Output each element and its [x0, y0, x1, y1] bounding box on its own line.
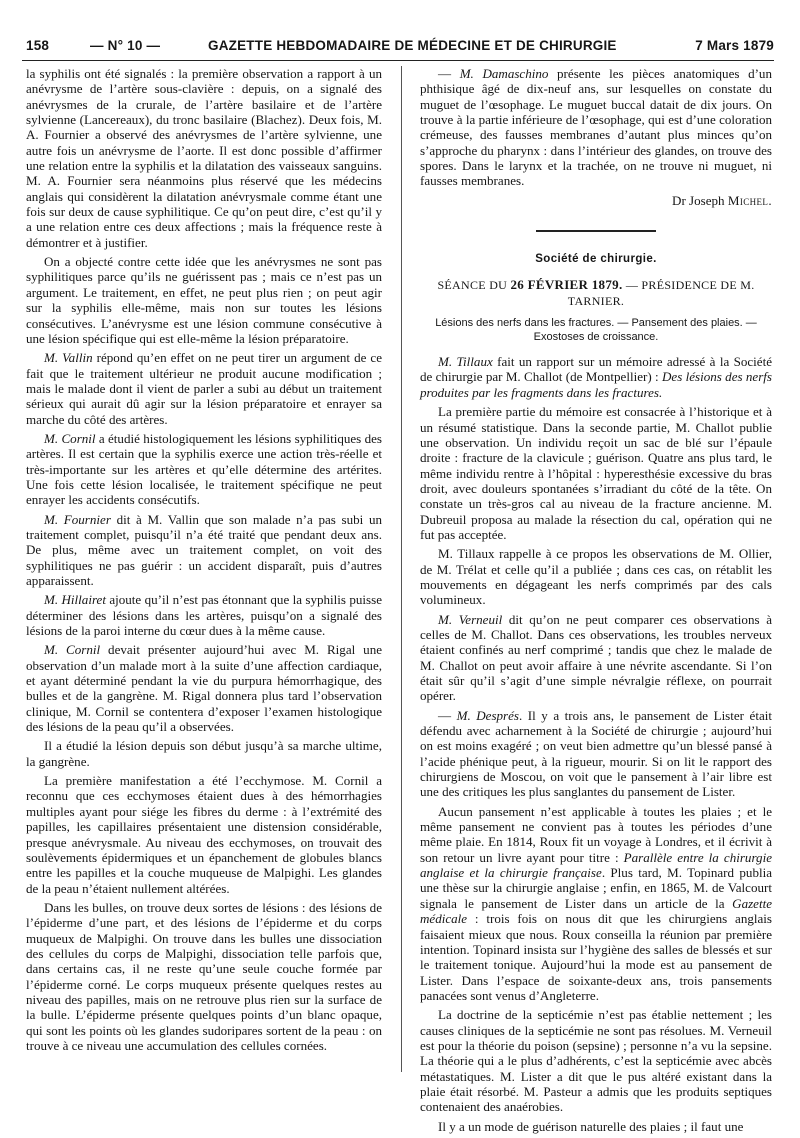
speaker-name: M. Tillaux — [438, 354, 493, 370]
paragraph-text: la syphilis ont été signalés : la première observation a rapport à un anévrysme de l’artère sous-clavière : depuis, on a signalé des anévrysmes de la crurale, de l’artère basilaire et de l’artère sylvienne (Lancereaux), du tronc basilaire (Blachez). Deux fois, M. A. Fournier a observé des anévrysmes de l’artère sylvienne, une autre fois un anévrysme de l’aorte. Il est donc possible d’affirmer une relation entre la syphilis et la dilatation des vaisseaux sanguins. M. A. Fournier sera néanmoins plus réservé que les médecins anglais qui considèrent la dilatation anévrysmale comme étant une fois sur deux de cause syphilitique. Ce qu’on peut dire, c’est qu’il y a une relation entre ces deux affections ; mais la fréquence reste à démontrer et à justifier. — [26, 66, 382, 250]
cited-title: Des lésions des nerfs produites par les fragments dans les fractures. — [420, 369, 772, 400]
paragraph — [26, 350, 382, 427]
paragraph — [420, 708, 772, 800]
section-title: Société de chirurgie. — [535, 253, 657, 266]
speaker-name: M. Després — [456, 707, 519, 723]
paragraph-text: Dans les bulles, on trouve deux sortes de lésions : des lésions de l’épiderme d’une part, et des lésions de l’épiderme et du corps muqueux de Malpighi. On trouve dans les bulles une dissociation des cellules du corps de Malpighi, dissociation telle parfois que, dans certains cas, il ne reste qu’une seule couche formée par l’épiderme corné. Le corps muqueux présente quelques restes au niveau des papilles, mais on ne retrouve plus rien sur la surface de la bulle. L’épiderme présente quelques points d’un blanc opaque, qui sont les points où les glandes sudoripares sortent de la peau : on trouve à ce niveau une accumulation des cellules cornées. — [26, 899, 382, 1053]
section-subtitle: Lésions des nerfs dans les fractures. — Pansement des plaies. — Exostoses de croissance. — [435, 317, 757, 343]
paragraph-text: . Plus tard, M. Topinard publia une thèse sur la chirurgie anglaise ; enfin, en 1865, M. de Valcourt signala le pansement de Lister dans un article de la — [420, 865, 773, 911]
paragraph — [26, 254, 382, 346]
speaker-name: M. Damaschino — [459, 66, 549, 81]
paragraph-text: devait présenter aujourd’hui avec M. Rigal une observation d’un malade mort à la suite d’une affection cardiaque, et ayant déterminé pendant la vie du purpura hémorrhagique, des bulles et de la gangrène. M. Rigal donnera plus tard l’observation clinique, M. Cornil se contentera d’exposer l’examen histologique des lésions de la peau qu’il a observées. — [26, 642, 383, 735]
speaker-name: M. Cornil — [44, 430, 96, 446]
paragraph-text: fait un rapport sur un mémoire adressé à la Société de chirurgie par M. Challot (de Montpellier) : — [420, 354, 773, 385]
signature-name: Dr Joseph — [672, 192, 728, 208]
paragraph — [420, 804, 772, 1003]
paragraph — [420, 66, 772, 189]
paragraph-dash: — — [438, 707, 457, 723]
paragraph — [26, 738, 382, 769]
paragraph-text: On a objecté contre cette idée que les anévrysmes ne sont pas syphilitiques parce qu’ils ne guérissent pas ; mais ce n’est pas un argument. Le traitement, en effet, ne peut plus rien ; on peut agir sur la syphilis elle-même, mais non sur toutes les lésions consécutives. L’anévrysme est une lésion commune consécutive à une lésion spécifique qui est elle-même la lésion préparatoire. — [26, 254, 382, 346]
running-header — [18, 36, 774, 58]
paragraph — [26, 642, 382, 734]
paragraph-dash: — — [438, 66, 460, 81]
paragraph-text: : trois fois on nous dit que les chirurgiens anglais faisaient mieux que nous. Roux conseilla la réunion par première intention. Topinard insista sur l’hygiène des salles de blessés et sur le traitement tonique. Aujourd’hui la mode est au pansement de Lister. Dans l’espace de soixante-deux ans, trois pansements panacées sont venus d’Angleterre. — [420, 911, 772, 1003]
session-date: 26 FÉVRIER 1879. — [510, 277, 623, 293]
speaker-name: M. Verneuil — [438, 611, 503, 627]
speaker-name: M. Hillairet — [44, 592, 106, 608]
paragraph — [420, 1119, 772, 1134]
section-separator — [536, 230, 656, 232]
left-column — [26, 66, 382, 1057]
journal-title: GAZETTE HEBDOMADAIRE DE MÉDECINE ET DE CHIRURGIE — [208, 38, 617, 53]
speaker-name: M. Vallin — [44, 350, 93, 366]
right-main-paragraphs — [420, 354, 772, 1134]
paragraph — [26, 512, 382, 589]
right-top-paragraphs — [420, 66, 772, 189]
session-heading — [420, 277, 772, 309]
paragraph — [420, 354, 772, 400]
paragraph — [420, 1007, 772, 1114]
paragraph — [26, 592, 382, 638]
paragraph — [26, 431, 382, 508]
paragraph-text: Il a étudié la lésion depuis son début jusqu’à sa marche ultime, la gangrène. — [26, 738, 382, 769]
signature — [420, 193, 772, 208]
column-divider — [401, 66, 402, 1072]
paragraph-text: La première partie du mémoire est consacrée à l’historique et à un résumé statistique. Dans la seconde partie, M. Challot publie une observation. Un individu reçoit un sac de blé sur l’épaule droite : fracture de la clavicule ; guérison. Quatre ans plus tard, le même individu rentre à l’hôpital : hyperesthésie excessive du bras droit, avec douleurs spontanées s’irradiant du côté de la tête. On constate un très-gros cal au niveau de la fracture ancienne. M. Dubreuil proposa au malade la résection du cal, opération qui ne fut pas acceptée. — [420, 404, 772, 542]
page-number: 158 — [26, 38, 50, 53]
header-rule — [22, 60, 774, 61]
right-column — [420, 66, 772, 1138]
paragraph-text: ajoute qu’il n’est pas étonnant que la syphilis puisse déterminer des lésions dans les artères, puisqu’on a signalé des lésions de la paroi interne du cœur dues à la même cause. — [26, 592, 382, 639]
speaker-name: M. Fournier — [44, 511, 111, 527]
paragraph-text: La doctrine de la septicémie n’est pas établie nettement ; les causes cliniques de la septicémie ne sont pas résolues. M. Verneuil est pour la théorie du poison (sepsine) ; personne n’a vu la sepsine. La théorie qui a le plus d’adhérents, c’est la septicémie avec abcès métastatiques. M. Lister a dit que le pus altéré existant dans la plaie était résorbé. M. Pasteur a admis que les produits septiques contenaient des anaérobies. — [420, 1007, 772, 1115]
session-presidency: — PRÉSIDENCE DE M. TARNIER. — [567, 278, 755, 308]
paragraph-text: répond qu’en effet on ne peut tirer un argument de ce fait que le traitement ultérieur ne produit aucune modification ; mais le malade dont il vient de parler a subi au début un traitement sérieux qui aurait dû agir sur la lésion préparatoire et enrayer sa marche du côté des artères. — [26, 350, 382, 427]
paragraph-text: Aucun pansement n’est applicable à toutes les plaies ; et le même pansement ne convient pas à toutes les périodes d’une même plaie. En 1814, Roux fit un voyage à Londres, et il écrivit à son retour un livre ayant pour titre : — [420, 803, 772, 865]
paragraph — [420, 546, 772, 607]
paragraph-text: dit qu’on ne peut comparer ces observations à celles de M. Challot. Dans ces observations, les troubles nerveux étaient confinés au nerf comprimé ; tandis que chez le malade de M. Challot on peut avoir affaire à une névrite ascendante. Si l’on était sûr qu’il s’agit d’une simple névralgie réflexe, on pourrait opérer. — [420, 611, 772, 704]
paragraph-text: a étudié histologiquement les lésions syphilitiques des artères. Il est certain que la syphilis exerce une action très-réelle et très-importante sur les artères et qu’elle détermine des artérites. Une fois cette lésion localisée, le traitement spécifique ne peut enrayer les accidents consécutifs. — [26, 430, 382, 508]
speaker-name: M. Cornil — [44, 642, 101, 658]
paragraph-text: . Il y a trois ans, le pansement de Lister était défendu avec acharnement à la Société de chirurgie ; aujourd’hui on est moins exagéré ; on veut bien admettre qu’un blessé pansé à l’acide phénique peut, à la rigueur, mourir. Si on lit le rapport des chirurgiens de Moscou, on voit que le pansement à l’air libre est une des critiques les plus sanglantes du pansement de Lister. — [420, 707, 773, 800]
paragraph — [26, 900, 382, 1053]
signature-surname: Michel. — [727, 192, 772, 208]
issue-date: 7 Mars 1879 — [695, 38, 774, 53]
issue-number: — N° 10 — — [90, 38, 161, 53]
paragraph — [420, 612, 772, 704]
paragraph — [420, 404, 772, 542]
paragraph-text: M. Tillaux rappelle à ce propos les observations de M. Ollier, de M. Trélat et celle qu’il a publiée ; dans ces cas, on rétablit les mouvements en dégageant les nerfs comprimés par des cals volumineux. — [420, 546, 772, 608]
cited-title: Gazette médicale — [420, 895, 772, 927]
paragraph-text: dit à M. Vallin que son malade n’a pas subi un traitement complet, puisqu’il n’a été traité que pendant deux ans. De plus, même avec un traitement complet, on voit des syphilitiques ne pas guérir : un accident disparaît, puis d’autres apparaissent. — [26, 511, 382, 588]
paragraph-text: La première manifestation a été l’ecchymose. M. Cornil a reconnu que ces ecchymoses étaient dues à des hémorrhagies multiples ayant pour siége les fibres du derme : à l’extrémité des papilles, les capillaires présentaient une distension considérable, presque anévrysmale. Au niveau des ecchymoses, on trouvait des soulèvements épidermiques et un épanchement de globules blancs entre les papilles et la couche muqueuse de Malpighi. Les glandes de la peau n’étaient nullement altérées. — [26, 773, 382, 896]
paragraph — [26, 66, 382, 250]
paragraph — [26, 773, 382, 896]
paragraph-text: présente les pièces anatomiques d’un phthisique âgé de dix-neuf ans, sur lesquelles on constate du muguet de l’œsophage. Le muguet buccal datait de dix jours. On trouve à la partie inférieure de l’œsophage, qui est d’une coloration crémeuse, des fausses membranes d’autant plus minces qu’on s’approche du pharynx : dans l’intérieur des glandes, on trouve des spores. Dans le larynx et la trachée, on ne trouve ni muguet, ni fausses membranes. — [420, 66, 772, 189]
session-label: SÉANCE DU — [437, 278, 511, 293]
cited-title: Parallèle entre la chirurgie anglaise et la chirurgie française — [420, 849, 772, 881]
paragraph-text: Il y a un mode de guérison naturelle des plaies ; il faut une — [438, 1118, 744, 1134]
